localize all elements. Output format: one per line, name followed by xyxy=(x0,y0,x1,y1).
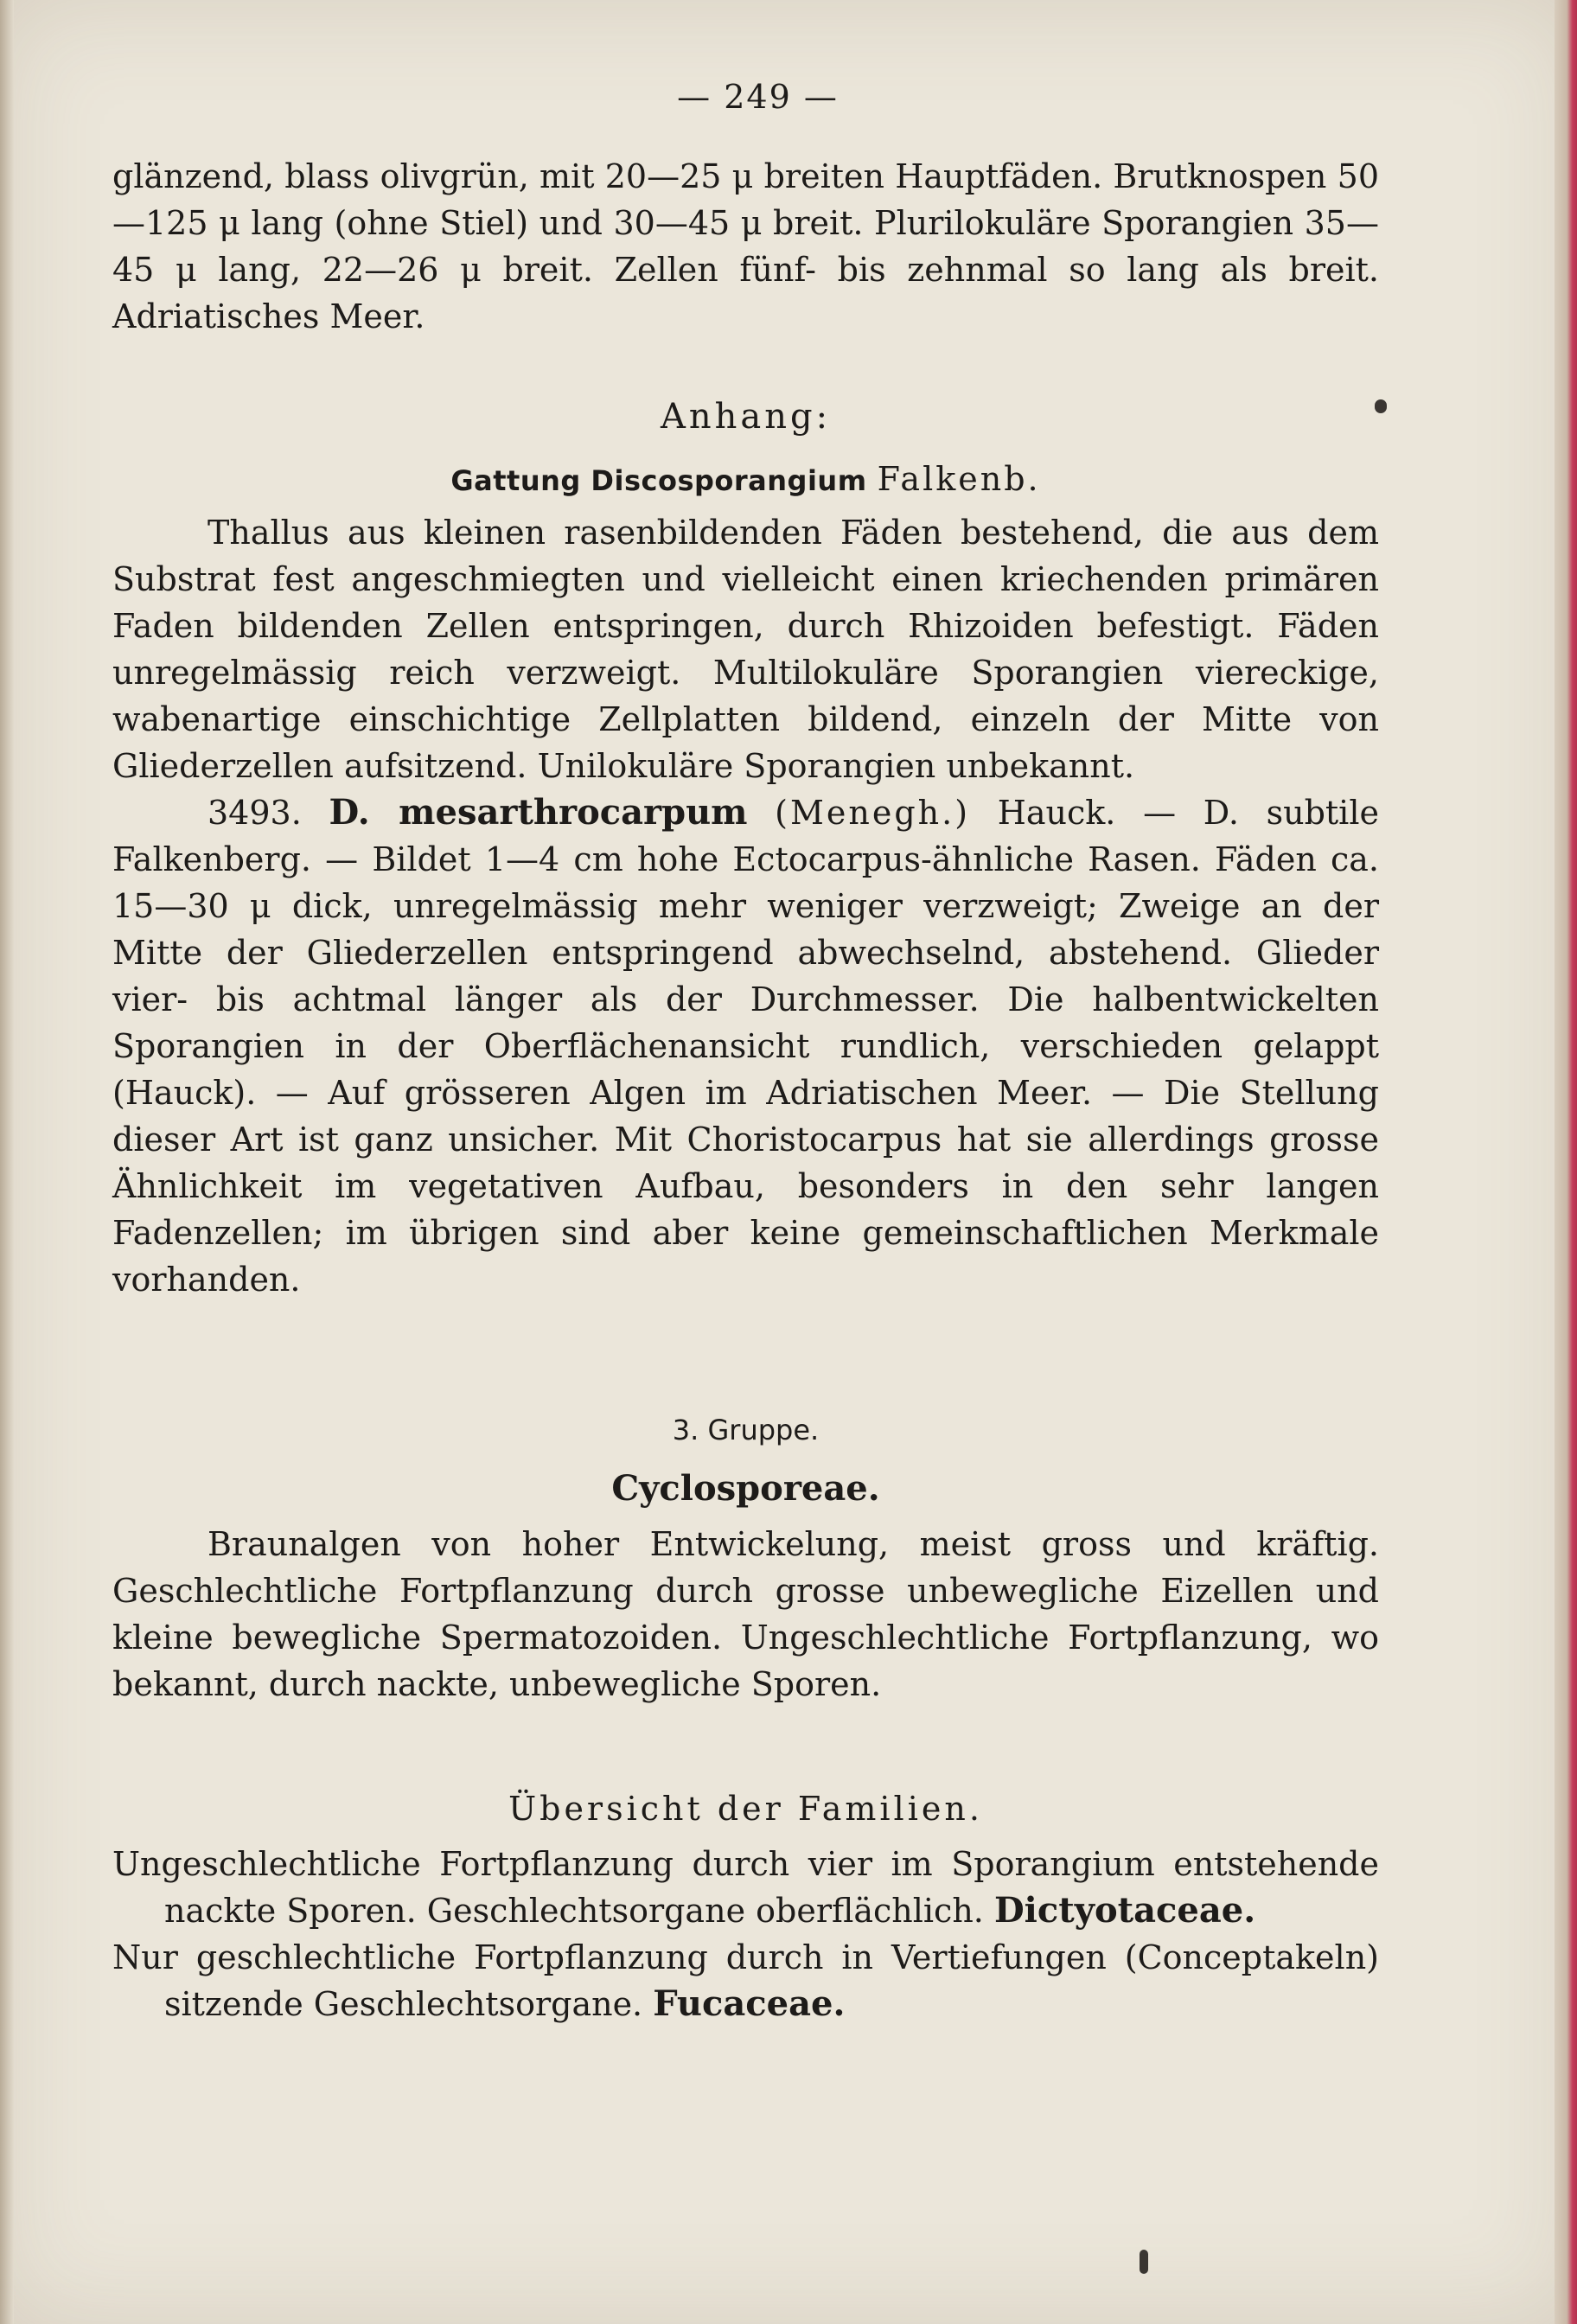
genus-line xyxy=(112,456,1379,504)
family-name: Fucaceae. xyxy=(653,1983,846,2024)
species-text: — D. subtile Falkenberg. — Bildet 1—4 cm hohe Ectocarpus-ähnliche Rasen. Fäden ca. 15—30 μ dick, unregelmässig mehr weniger verzweigt; Zweige an der Mitte der Gliederzellen entspringend abwechselnd, abstehend. Glieder vier- bis achtmal länger als der Durchmesser. Die halbentwickelten Sporangien in der Oberflächenansicht rundlich, verschieden gelappt (Hauck). — Auf grösseren Algen im Adriatischen Meer. — Die Stellung dieser Art ist ganz unsicher. Mit Choristocarpus hat sie allerdings grosse Ähnlichkeit im vegetativen Aufbau, besonders in den sehr langen Fadenzellen; im übrigen sind aber keine gemeinschaftlichen Merkmale vorhanden. xyxy=(112,794,1379,1299)
species-name: D. mesarthrocarpum xyxy=(329,792,748,833)
key-entry xyxy=(112,1934,1379,2027)
species-entry xyxy=(112,789,1379,1303)
ink-spot xyxy=(1140,2250,1148,2274)
group-description: Braunalgen von hoher Entwickelung, meist gross und kräftig. Geschlechtliche Fortpflanzung durch grosse unbewegliche Eizellen und kleine bewegliche Spermatozoiden. Ungeschlechtliche Fortpflanzung, wo bekannt, durch nackte, unbewegliche Sporen. xyxy=(112,1525,1379,1703)
intro-paragraph: glänzend, blass olivgrün, mit 20—25 μ breiten Hauptfäden. Brutknospen 50—125 μ lang (ohne Stiel) und 30—45 μ breit. Plurilokuläre Sporangien 35—45 μ lang, 22—26 μ breit. Zellen fünf- bis zehnmal so lang als breit. Adriatisches Meer. xyxy=(112,157,1379,335)
genus-description: Thallus aus kleinen rasenbildenden Fäden bestehend, die aus dem Substrat fest angeschmiegten und vielleicht einen kriechenden primären Faden bildenden Zellen entspringen, durch Rhizoiden befestigt. Fäden unregelmässig reich verzweigt. Multilokuläre Sporangien viereckige, wabenartige einschichtige Zellplatten bildend, einzeln der Mitte von Gliederzellen aufsitzend. Unilokuläre Sporangien unbekannt. xyxy=(112,514,1379,785)
genus-author: Falkenb. xyxy=(877,460,1041,498)
genus-name: Gattung Discosporangium xyxy=(450,464,867,497)
key-entry-text: Nur geschlechtliche Fortpflanzung durch in Vertiefungen (Conceptakeln) sitzende Geschlechtsorgane. xyxy=(112,1938,1379,2023)
species-author: (Menegh.) xyxy=(775,794,971,832)
species-author-hauck: Hauck. xyxy=(997,794,1116,832)
overview-heading: Übersicht der Familien. xyxy=(508,1790,983,1828)
page-edge-red-binding xyxy=(1555,0,1577,2324)
page-gutter-shadow xyxy=(0,0,14,2324)
key-entry-text: Ungeschlechtliche Fortpflanzung durch vier im Sporangium entstehende nackte Sporen. Geschlechtsorgane oberflächlich. xyxy=(112,1845,1379,1930)
family-name: Dictyotaceae. xyxy=(993,1890,1256,1931)
group-label: 3. Gruppe. xyxy=(672,1414,820,1446)
page-content xyxy=(112,73,1379,2027)
group-title: Cyclosporeae. xyxy=(611,1468,880,1509)
key-entry xyxy=(112,1841,1379,1934)
page-number: — 249 — xyxy=(677,78,839,116)
species-number: 3493. xyxy=(208,794,302,832)
appendix-heading: Anhang: xyxy=(660,397,832,437)
